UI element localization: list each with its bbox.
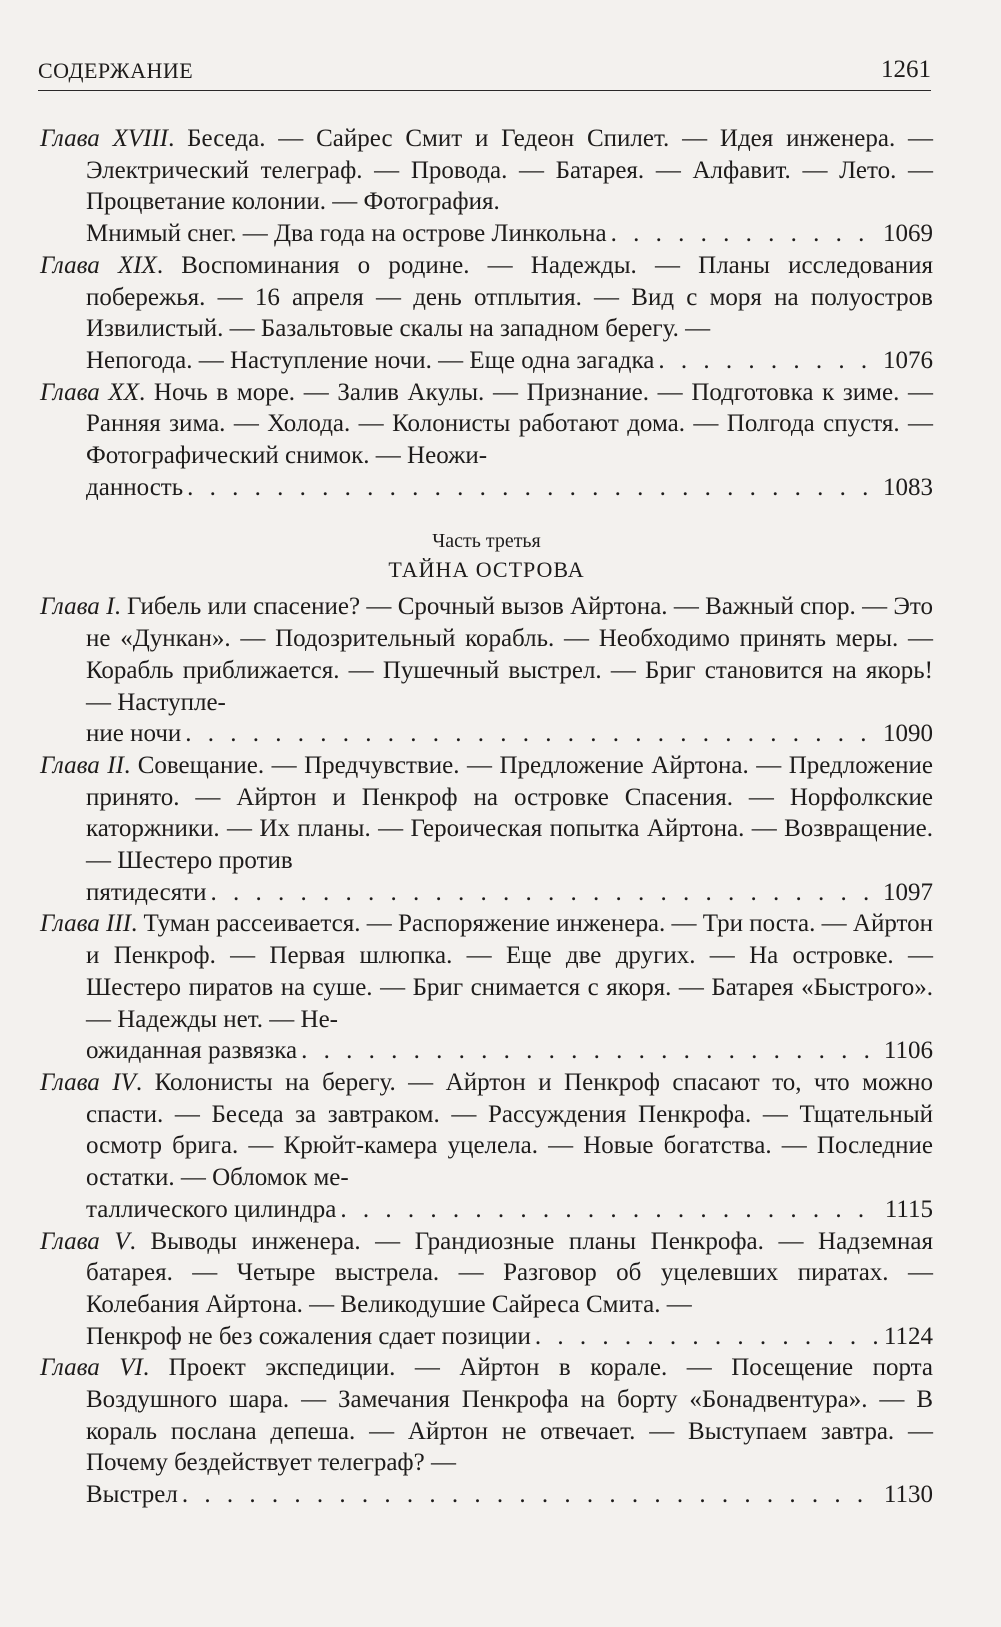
toc-entry-part3-chapter-3 [40,908,933,1067]
leader-dots [187,472,879,504]
chapter-page-number: 1090 [883,720,933,748]
chapter-page-number: 1076 [883,346,933,374]
leader-dots [182,1479,880,1511]
toc-entry-part3-chapter-5 [40,1226,933,1353]
leader-dots [211,877,879,909]
toc-leader-line [86,1479,933,1511]
chapter-page-number: 1069 [883,220,933,248]
chapter-summary: . Проект экспедиции. — Айртон в корале. — Посещение порта Воздушного шара. — Замечания Пенкрофа на борту «Бонадвентура». — В кораль послана депеша. — Айртон не отвечает. — Выступаем завтра. — Почему бездействует телеграф? — [86,1354,934,1477]
toc-leader-line [86,1035,933,1067]
chapter-page-number: 1083 [883,473,933,501]
chapter-page-number: 1097 [883,878,933,906]
chapter-label: Глава XIX [40,251,157,279]
chapter-summary-end: ние ночи [86,720,182,748]
toc-leader-line [86,218,933,250]
chapter-label: Глава V [40,1227,130,1255]
header-page-number: 1261 [881,56,931,83]
toc-leader-line [86,877,933,909]
toc-leader-line [86,345,933,377]
running-header [38,56,931,91]
chapter-summary: . Совещание. — Предчувствие. — Предложение Айртона. — Предложение принято. — Айртон и Пенкроф на островке Спасения. — Норфолкские каторжники. — Их планы. — Героическая попытка Айртона. — Возвращение. — Шестеро против [86,751,934,875]
chapter-label: Глава XX [40,378,139,406]
chapter-summary-end: Выстрел [86,1481,178,1509]
leader-dots [301,1035,880,1067]
chapter-label: Глава II [40,751,124,779]
toc-entry-part3-chapter-6 [40,1352,933,1511]
chapter-label: Глава IV [40,1068,136,1096]
toc-leader-line [86,472,933,504]
chapter-summary-end: Мнимый снег. — Два года на острове Линкольна [86,220,607,248]
chapter-page-number: 1115 [884,1195,933,1223]
chapter-label: Глава III [40,910,132,938]
chapter-summary-end: Непогода. — Наступление ночи. — Еще одна загадка [86,346,655,374]
chapter-summary-end: ожиданная развязка [86,1037,298,1065]
chapter-label: Глава XVIII [40,125,169,152]
chapter-page-number: 1130 [883,1481,933,1509]
leader-dots [658,345,879,377]
chapter-summary: . Ночь в море. — Залив Акулы. — Признание. — Подготовка к зиме. — Ранняя зима. — Холода. — Колонисты работают дома. — Полгода спустя. — Фотографический снимок. — Неожи- [86,378,933,470]
chapter-summary: . Гибель или спасение? — Срочный вызов Айртона. — Важный спор. — Это не «Дункан». — Подозрительный корабль. — Необходимо принять меры. — Корабль приближается. — Пушечный выстрел. — Бриг становится на якорь! — Наступле- [86,593,933,716]
chapter-summary: . Туман рассеивается. — Распоряжение инженера. — Три поста. — Айртон и Пенкроф. — Первая шлюпка. — Еще две других. — На островке. — Шестеро пиратов на суше. — Бриг снимается с якоря. — Батарея «Быстрого». — Надежды нет. — Не- [86,910,933,1033]
chapter-summary-end: данность [86,473,184,501]
toc-entry-chapter-19 [40,250,933,377]
leader-dots [535,1321,880,1353]
chapter-summary-end: Пенкроф не без сожаления сдает позиции [86,1322,531,1350]
toc-entry-chapter-18 [40,123,933,250]
chapter-page-number: 1106 [883,1037,933,1065]
header-title: СОДЕРЖАНИЕ [38,58,194,83]
leader-dots [185,718,879,750]
toc-leader-line [86,718,933,750]
part-heading [40,527,933,585]
chapter-summary-end: пятидесяти [86,878,207,906]
chapter-summary-end: таллического цилиндра [86,1195,337,1223]
chapter-summary: . Воспоминания о родине. — Надежды. — Планы исследования побережья. — 16 апреля — день отплытия. — Вид с моря на полуостров Извилистый. — Базальтовые скалы на западном берегу. — [86,251,933,343]
toc-leader-line [86,1194,933,1226]
part-title: ТАЙНА ОСТРОВА [388,557,585,583]
table-of-contents [40,123,933,1511]
toc-entry-part3-chapter-1 [40,591,933,750]
leader-dots [340,1194,881,1226]
part-subtitle: Часть третья [432,530,541,553]
toc-entry-chapter-20 [40,377,933,504]
toc-entry-part3-chapter-2 [40,750,933,909]
chapter-summary: . Колонисты на берегу. — Айртон и Пенкроф спасают то, что можно спасти. — Беседа за завтраком. — Рассуждения Пенкрофа. — Тщательный осмотр брига. — Крюйт-камера уцелела. — Новые богатства. — Последние остатки. — Обломок ме- [86,1068,933,1192]
chapter-summary: . Беседа. — Сайрес Смит и Гедеон Спилет. — Идея инженера. — Электрический телеграф. — Провода. — Батарея. — Алфавит. — Лето. — Процветание колонии. — Фотография. [86,125,934,216]
chapter-page-number: 1124 [883,1322,933,1350]
toc-leader-line [86,1321,933,1353]
chapter-summary: . Выводы инженера. — Грандиозные планы Пенкрофа. — Надземная батарея. — Четыре выстрела. — Разговор об уцелевших пиратах. — Колебания Айртона. — Великодушие Сайреса Смита. — [86,1227,933,1318]
chapter-label: Глава I [40,593,115,621]
toc-entry-part3-chapter-4 [40,1067,933,1226]
chapter-label: Глава VI [40,1354,143,1382]
leader-dots [611,218,879,250]
